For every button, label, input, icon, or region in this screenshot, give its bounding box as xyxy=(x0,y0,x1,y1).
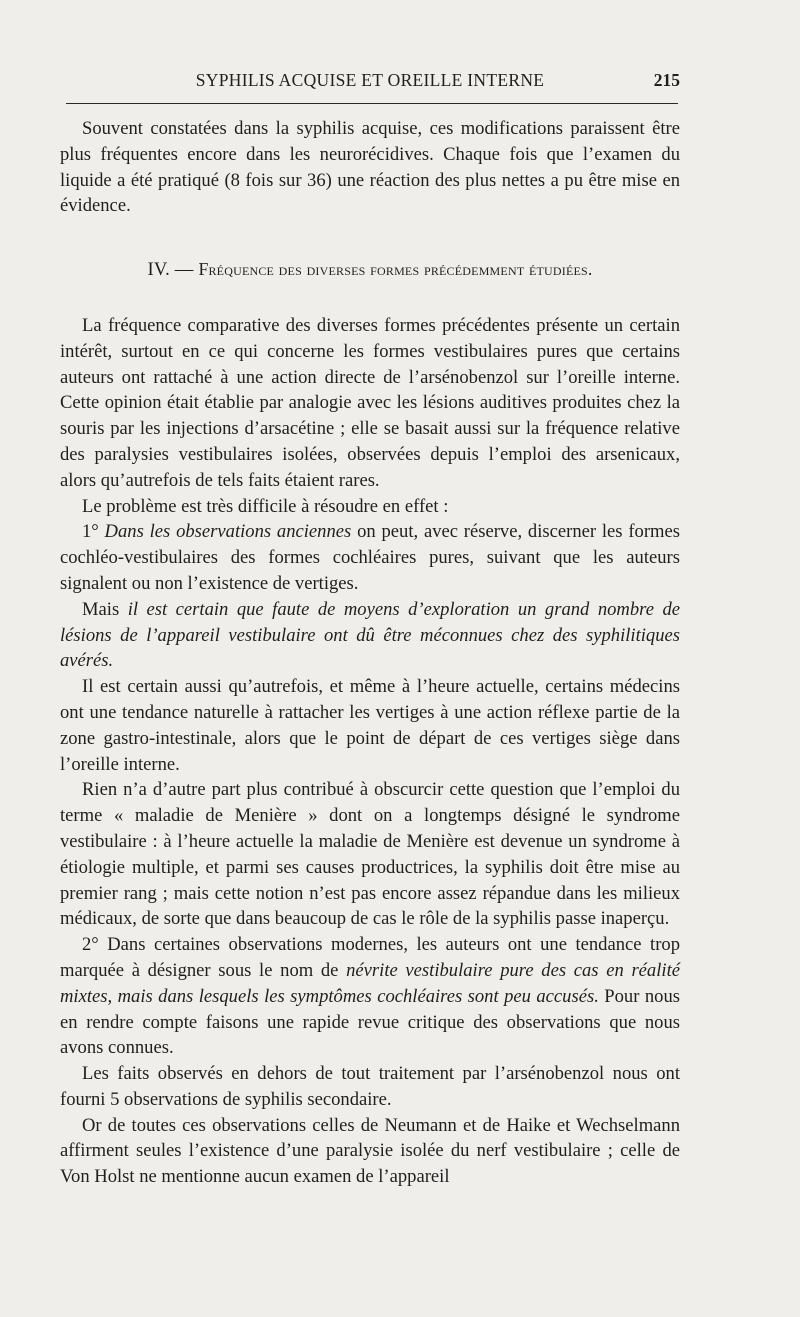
paragraph-7-italic: névrite vestibulaire pure des cas en réalité mixtes, mais dans lesquels les symptômes cochléaires sont peu accusés. xyxy=(60,959,680,1007)
paragraph-2: Le problème est très difficile à résoudre en effet : xyxy=(82,495,449,517)
paragraph-6: Rien n’a d’autre part plus contribué à obscurcir cette question que l’emploi du terme « maladie de Menière » dont on a longtemps désigné le syndrome vestibulaire : à l’heure actuelle la maladie de Menière est devenue un syndrome à étiologie multiple, et parmi ses causes productrices, la syphilis doit être mise au premier rang ; mais cette notion n’est pas encore assez répandue dans les milieux médicaux, de sorte que dans beaucoup de cas le rôle de la syphilis passe inaperçu. xyxy=(60,779,680,930)
paragraph-4-lead: Mais xyxy=(82,598,128,620)
paragraph-3-rest: on peut, avec réserve, discerner les formes cochléo-vestibulaires des formes cochléaires pures, suivant que les auteurs signalent ou non l’existence de vertiges. xyxy=(60,521,680,594)
paragraph-8: Les faits observés en dehors de tout traitement par l’arsénobenzol nous ont fourni 5 observations de syphilis secondaire. xyxy=(60,1063,680,1110)
page-header xyxy=(60,66,680,100)
paragraph-9: Or de toutes ces observations celles de Neumann et de Haike et Wechselmann affirment seules l’existence d’une paralysie isolée du nerf vestibulaire ; celle de Von Holst ne mentionne aucun examen de l’appareil xyxy=(60,1114,680,1188)
section-title: Fréquence des diverses formes précédemment étudiées. xyxy=(198,259,593,280)
paragraph-3-lead: 1° xyxy=(82,521,105,543)
section-heading xyxy=(60,257,680,283)
paragraph-7 xyxy=(60,932,680,1061)
paragraph-intro: Souvent constatées dans la syphilis acquise, ces modifications paraissent être plus fréquentes encore dans les neurorécidives. Chaque fois que l’examen du liquide a été pratiqué (8 fois sur 36) une réaction des plus nettes a pu être mise en évidence. xyxy=(60,118,680,217)
section-numeral: IV. — xyxy=(147,259,199,281)
paragraph-5: Il est certain aussi qu’autrefois, et même à l’heure actuelle, certains médecins ont une tendance naturelle à rattacher les vertiges à une action réflexe partie de la zone gastro-intestinale, alors que le point de départ de ces vertiges siège dans l’oreille interne. xyxy=(60,676,680,775)
page-number: 215 xyxy=(653,70,680,90)
paragraph-7-rest: Pour nous en rendre compte faisons une rapide revue critique des observations que nous avons connues. xyxy=(60,985,680,1059)
paragraph-4-italic: il est certain que faute de moyens d’exploration un grand nombre de lésions de l’appareil vestibulaire ont dû être méconnues chez des syphilitiques avérés. xyxy=(60,598,680,672)
header-rule xyxy=(66,103,678,104)
paragraph-1: La fréquence comparative des diverses formes précédentes présente un certain intérêt, surtout en ce qui concerne les formes vestibulaires pures que certains auteurs ont rattaché à une action directe de l’arsénobenzol sur l’oreille interne. Cette opinion était établie par analogie avec les lésions auditives produites chez la souris par les injections d’arsacétine ; elle se basait aussi sur la fréquence relative des paralysies vestibulaires isolées, observées depuis l’emploi des arsenicaux, alors qu’autrefois de tels faits étaient rares. xyxy=(60,314,680,491)
body-text xyxy=(60,116,680,1190)
paragraph-3-italic: Dans les observations anciennes xyxy=(104,521,352,543)
paragraph-3 xyxy=(60,519,680,596)
running-title: SYPHILIS ACQUISE ET OREILLE INTERNE xyxy=(195,70,545,90)
paragraph-7-lead: 2° Dans certaines observations modernes, les auteurs ont une tendance trop marquée à désigner sous le nom de xyxy=(60,934,680,981)
paragraph-4 xyxy=(60,597,680,674)
